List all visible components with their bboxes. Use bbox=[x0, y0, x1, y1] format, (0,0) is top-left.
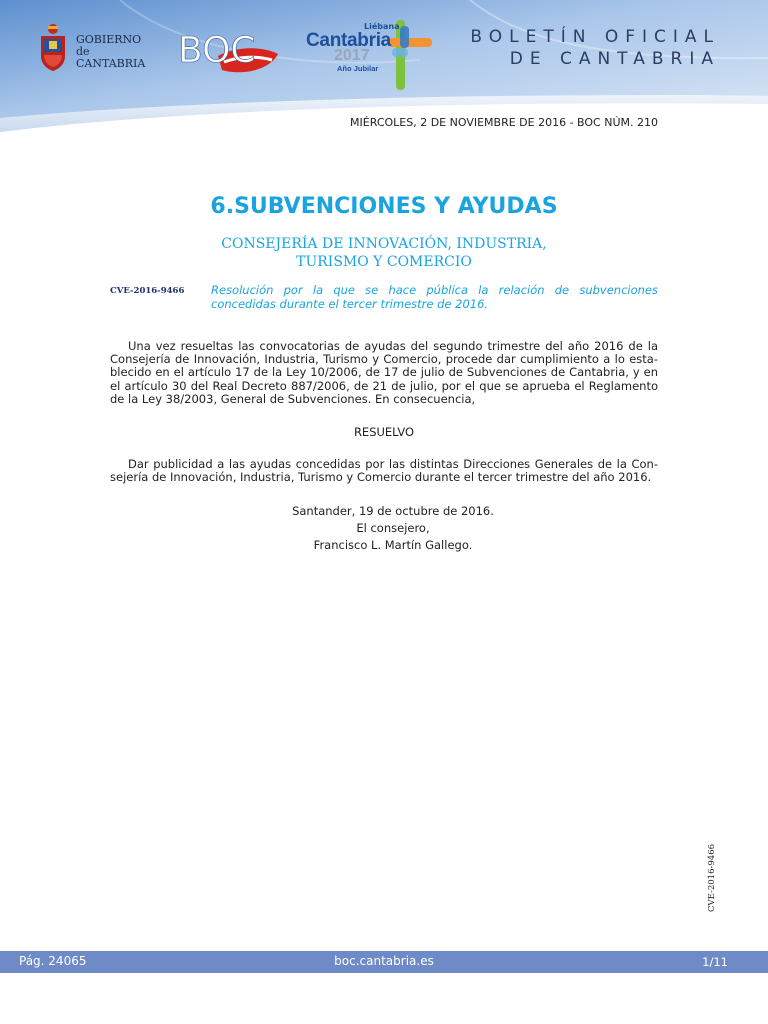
page-header bbox=[0, 0, 768, 132]
jubilee-sub2: Jubilar bbox=[353, 64, 379, 73]
coat-of-arms-icon bbox=[38, 22, 68, 72]
jubilee-subtitle bbox=[337, 64, 378, 73]
boc-logo-text: BOC bbox=[178, 30, 256, 71]
jubilee-top: Liébana bbox=[364, 22, 400, 31]
signature-name: Francisco L. Martín Gallego. bbox=[313, 538, 473, 552]
side-cve-code bbox=[700, 842, 724, 914]
section-title: 6.SUBVENCIONES Y AYUDAS bbox=[210, 194, 558, 219]
page-number: Pág. 24065 bbox=[19, 954, 87, 968]
cve-code: CVE-2016-9466 bbox=[110, 286, 185, 296]
paragraph-line: Una vez resueltas las convocatorias de ayudas del segundo trimestre del año 2016 de la bbox=[128, 339, 658, 353]
gov-line-1: GOBIERNO bbox=[76, 33, 142, 46]
bulletin-title-line1: BOLETÍN OFICIAL bbox=[470, 27, 720, 47]
signature-role: El consejero, bbox=[356, 521, 430, 535]
intro-paragraph bbox=[110, 340, 658, 406]
jubilee-year: 2017 bbox=[334, 47, 370, 64]
page-footer bbox=[0, 951, 768, 973]
site-link[interactable]: boc.cantabria.es bbox=[334, 954, 434, 968]
gov-line-2: de bbox=[76, 45, 90, 58]
signature-block bbox=[0, 503, 768, 554]
boc-logo bbox=[178, 26, 288, 80]
jubilee-name: Cantabria bbox=[306, 30, 391, 51]
resolution-paragraph bbox=[110, 458, 658, 484]
paragraph-line: Dar publicidad a las ayudas concedidas por las distintas Direcciones Generales de la Con- bbox=[128, 457, 658, 471]
jubilee-logo bbox=[304, 18, 438, 94]
gov-line-3: CANTABRIA bbox=[76, 57, 146, 70]
paragraph-line: de la Ley 38/2003, General de Subvenciones. En consecuencia, bbox=[110, 391, 476, 406]
resolution-summary: Resolución por la que se hace pública la relación de subvenciones concedidas durante el tercer trimestre de 2016. bbox=[211, 283, 658, 311]
government-name bbox=[76, 34, 145, 70]
department-name bbox=[0, 235, 768, 271]
bulletin-title-line2: DE CANTABRIA bbox=[509, 49, 720, 69]
page-count: 1/11 bbox=[702, 955, 728, 969]
resuelvo-heading: RESUELVO bbox=[353, 425, 415, 439]
bulletin-title bbox=[470, 26, 720, 70]
jubilee-sub1: Año bbox=[337, 64, 352, 73]
paragraph-line: el artículo 30 del Real Decreto 887/2006, de 21 de julio, por el que se aprueba el Reglamento bbox=[110, 378, 658, 393]
government-logo bbox=[36, 20, 156, 76]
paragraph-line: blecido en el artículo 17 de la Ley 10/2006, de 17 de julio de Subvenciones de Cantabria, y en bbox=[110, 365, 658, 380]
department-line-1: CONSEJERÍA DE INNOVACIÓN, INDUSTRIA, bbox=[221, 236, 547, 252]
paragraph-line: sejería de Innovación, Industria, Turismo y Comercio durante el tercer trimestre del año 2016. bbox=[110, 470, 652, 485]
signature-date: Santander, 19 de octubre de 2016. bbox=[292, 504, 494, 518]
side-cve-text: CVE-2016-9466 bbox=[707, 843, 717, 913]
paragraph-line: Consejería de Innovación, Industria, Turismo y Comercio, procede dar cumplimiento a lo esta- bbox=[110, 352, 658, 367]
issue-dateline: MIÉRCOLES, 2 DE NOVIEMBRE DE 2016 - BOC NÚM. 210 bbox=[350, 116, 658, 129]
department-line-2: TURISMO Y COMERCIO bbox=[296, 254, 472, 270]
